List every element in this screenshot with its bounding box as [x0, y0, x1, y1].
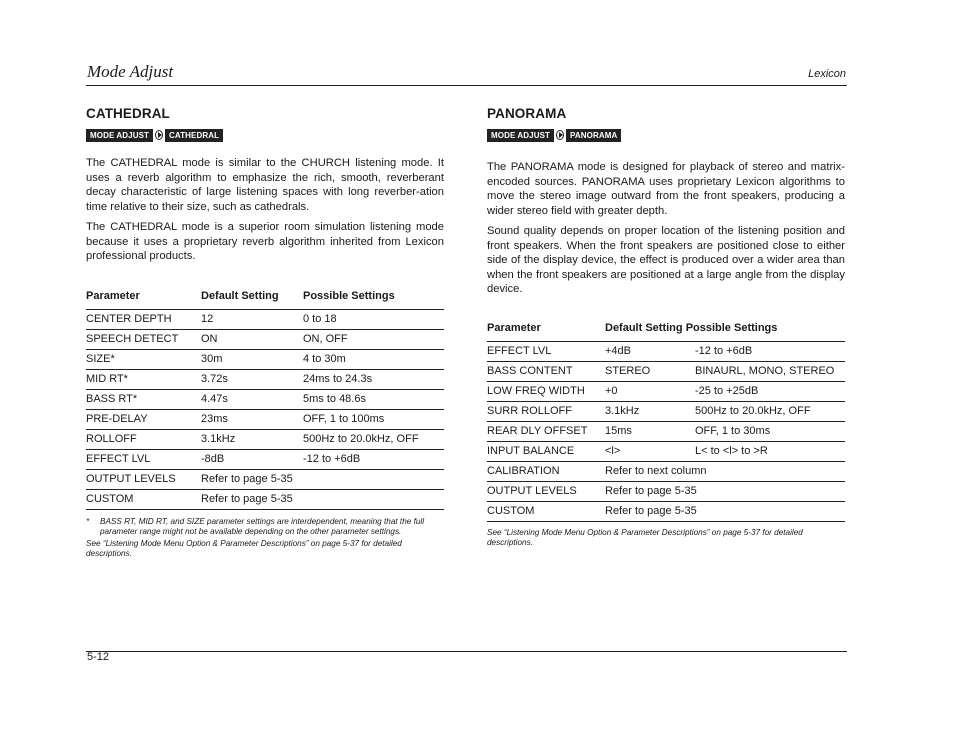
arrow-right-icon [155, 130, 163, 140]
table-row [487, 461, 845, 481]
table-cell: L< to <l> to >R [695, 441, 845, 461]
table-cell: 15ms [605, 421, 695, 441]
table-cell: ON, OFF [303, 329, 444, 349]
crumb-mode-adjust: MODE ADJUST [487, 129, 554, 142]
table-row [487, 401, 845, 421]
paragraph: The CATHEDRAL mode is similar to the CHURCH listening mode. It uses a reverb algorithm to emphasize the rich, smooth, reverberant decay characteristic of large listening spaces with long reverber-ation time relative to their size, such as cathedrals. [86, 157, 444, 213]
table-cell: STEREO [605, 361, 695, 381]
paragraph: The PANORAMA mode is designed for playback of stereo and matrix-encoded sources. PANORAMA uses proprietary Lexicon algorithms to move the stereo image outward from the front speakers, producing a wider stereo field with greater depth. [487, 161, 845, 217]
table-cell: EFFECT LVL [487, 341, 605, 361]
parameter-table [487, 322, 845, 522]
table-cell: Refer to page 5-35 [605, 481, 845, 501]
parameter-table [86, 290, 444, 510]
table-cell: -12 to +6dB [695, 341, 845, 361]
table-cell: 4.47s [201, 389, 303, 409]
footnote [86, 517, 444, 538]
table-cell: SPEECH DETECT [86, 329, 201, 349]
crumb-cathedral: CATHEDRAL [165, 129, 223, 142]
table-cell: CUSTOM [86, 489, 201, 509]
column-header-possible: Possible Settings [685, 321, 778, 334]
table-row [487, 481, 845, 501]
page-number: 5-12 [87, 651, 110, 663]
column-header: Parameter [487, 322, 605, 342]
table-cell: ON [201, 329, 303, 349]
table-cell: BINAURL, MONO, STEREO [695, 361, 845, 381]
table-cell: 24ms to 24.3s [303, 369, 444, 389]
table-cell: Refer to next column [605, 461, 845, 481]
crumb-mode-adjust: MODE ADJUST [86, 129, 153, 142]
header-rule [86, 85, 847, 86]
table-cell: MID RT* [86, 369, 201, 389]
table-cell: BASS RT* [86, 389, 201, 409]
paragraph: The CATHEDRAL mode is a superior room simulation listening mode because it uses a proprietary reverb algorithm inherited from Lexicon professional products. [86, 221, 444, 262]
table-row [487, 421, 845, 441]
table-row [86, 489, 444, 509]
table-row [487, 381, 845, 401]
table-cell: OUTPUT LEVELS [487, 481, 605, 501]
table-cell: OFF, 1 to 100ms [303, 409, 444, 429]
table-cell: 500Hz to 20.0kHz, OFF [695, 401, 845, 421]
table-row [487, 501, 845, 521]
section-title-cathedral: CATHEDRAL [86, 106, 170, 121]
table-header-row [86, 290, 444, 310]
table-row [86, 349, 444, 369]
page-header-brand: Lexicon [808, 68, 846, 80]
table-cell: OUTPUT LEVELS [86, 469, 201, 489]
table-cell: 23ms [201, 409, 303, 429]
table-cell: OFF, 1 to 30ms [695, 421, 845, 441]
see-note: See “Listening Mode Menu Option & Parameter Descriptions” on page 5-37 for detailed descriptions. [487, 527, 803, 547]
table-cell: CALIBRATION [487, 461, 605, 481]
table-cell: <l> [605, 441, 695, 461]
table-cell: CUSTOM [487, 501, 605, 521]
column-header [605, 322, 845, 342]
table-cell: PRE-DELAY [86, 409, 201, 429]
table-cell: 4 to 30m [303, 349, 444, 369]
table-cell: BASS CONTENT [487, 361, 605, 381]
table-cell: ROLLOFF [86, 429, 201, 449]
table-cell: SIZE* [86, 349, 201, 369]
table-cell: Refer to page 5-35 [201, 469, 444, 489]
table-cell: -25 to +25dB [695, 381, 845, 401]
table-row [487, 361, 845, 381]
table-cell: -8dB [201, 449, 303, 469]
table-cell: Refer to page 5-35 [201, 489, 444, 509]
table-header-row [487, 322, 845, 342]
table-cell: INPUT BALANCE [487, 441, 605, 461]
footnote-mark: * [86, 516, 90, 526]
table-row [86, 409, 444, 429]
table-cell: SURR ROLLOFF [487, 401, 605, 421]
table-row [86, 429, 444, 449]
table-cell: REAR DLY OFFSET [487, 421, 605, 441]
table-cell: Refer to page 5-35 [605, 501, 845, 521]
table-row [487, 341, 845, 361]
table-cell: 30m [201, 349, 303, 369]
table-cell: LOW FREQ WIDTH [487, 381, 605, 401]
table-row [86, 389, 444, 409]
table-cell: -12 to +6dB [303, 449, 444, 469]
table-row [86, 329, 444, 349]
cathedral-section [86, 106, 444, 560]
table-cell: 3.72s [201, 369, 303, 389]
table-row [86, 309, 444, 329]
paragraph: Sound quality depends on proper location of the listening position and front speakers. When the front speakers are positioned close to either side of the display device, the effect is produced over a wider area than when the front speakers are positioned at a large angle from the display device. [487, 225, 845, 295]
table-row [86, 449, 444, 469]
table-row [86, 369, 444, 389]
arrow-right-icon [556, 130, 564, 140]
table-cell: EFFECT LVL [86, 449, 201, 469]
table-cell: 500Hz to 20.0kHz, OFF [303, 429, 444, 449]
column-header-default: Default Setting [605, 321, 683, 334]
table-cell: +4dB [605, 341, 695, 361]
crumb-panorama: PANORAMA [566, 129, 621, 142]
page-header-title: Mode Adjust [87, 62, 174, 81]
table-row [487, 441, 845, 461]
panorama-section [487, 106, 845, 548]
table-cell: +0 [605, 381, 695, 401]
table-cell: 12 [201, 309, 303, 329]
table-cell: 3.1kHz [605, 401, 695, 421]
footer-rule [86, 651, 847, 652]
table-cell: CENTER DEPTH [86, 309, 201, 329]
table-cell: 3.1kHz [201, 429, 303, 449]
column-header: Default Setting [201, 290, 303, 310]
column-header: Parameter [86, 290, 201, 310]
table-row [86, 469, 444, 489]
see-note: See “Listening Mode Menu Option & Parameter Descriptions” on page 5-37 for detailed descriptions. [86, 539, 402, 559]
breadcrumb [487, 128, 845, 142]
table-cell: 0 to 18 [303, 309, 444, 329]
breadcrumb [86, 128, 444, 142]
footnote-text: BASS RT, MID RT, and SIZE parameter settings are interdependent, meaning that the full parameter range might not be available depending on the other parameter settings. [100, 516, 425, 536]
section-title-panorama: PANORAMA [487, 106, 567, 121]
table-cell: 5ms to 48.6s [303, 389, 444, 409]
column-header: Possible Settings [303, 290, 444, 310]
